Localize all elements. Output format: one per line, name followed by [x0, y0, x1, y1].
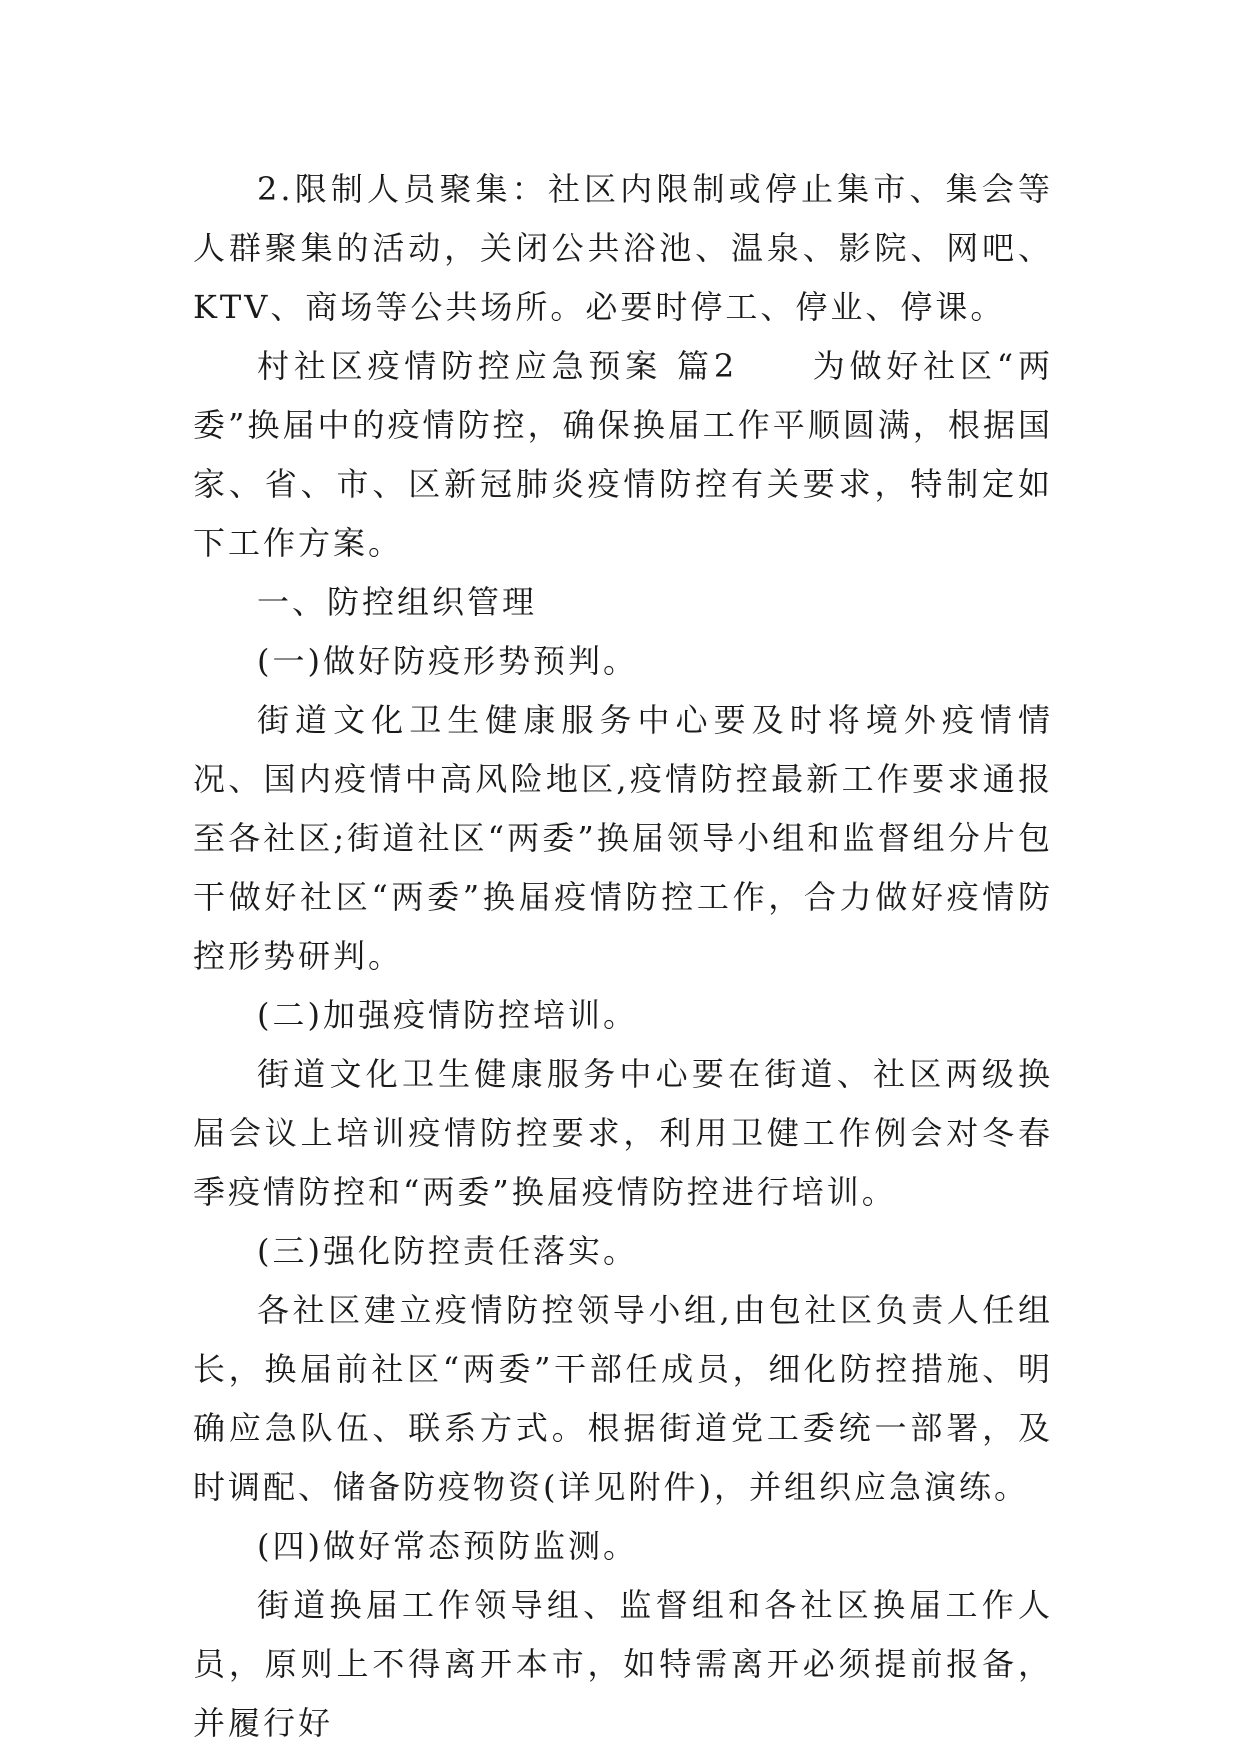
paragraph-2: 街道文化卫生健康服务中心要在街道、社区两级换届会议上培训疫情防控要求，利用卫健工作例会对冬春季疫情防控和“两委”换届疫情防控进行培训。	[193, 1055, 1053, 1211]
subheading-4: (四)做好常态预防监测。	[257, 1527, 638, 1565]
subheading-2: (二)加强疫情防控培训。	[257, 996, 638, 1034]
paragraph-3: 各社区建立疫情防控领导小组,由包社区负责人任组长，换届前社区“两委”干部任成员，细化防控措施、明确应急队伍、联系方式。根据街道党工委统一部署，及时调配、储备防疫物资(详见附件)，并组织应急演练。	[193, 1291, 1053, 1506]
subheading-1: (一)做好防疫形势预判。	[257, 642, 638, 680]
paragraph-4: 街道换届工作领导组、监督组和各社区换届工作人员，原则上不得离开本市，如特需离开必须提前报备，并履行好	[193, 1586, 1053, 1742]
document-body	[193, 160, 1053, 1753]
paragraph-restrict-gathering: 2.限制人员聚集：社区内限制或停止集市、集会等人群聚集的活动，关闭公共浴池、温泉、影院、网吧、KTV、商场等公共场所。必要时停工、停业、停课。	[193, 170, 1053, 326]
subheading-3: (三)强化防控责任落实。	[257, 1232, 638, 1270]
paragraph-plan-intro: 村社区疫情防控应急预案 篇2 为做好社区“两委”换届中的疫情防控，确保换届工作平顺圆满，根据国家、省、市、区新冠肺炎疫情防控有关要求，特制定如下工作方案。	[193, 347, 1053, 562]
paragraph-1: 街道文化卫生健康服务中心要及时将境外疫情情况、国内疫情中高风险地区,疫情防控最新工作要求通报至各社区;街道社区“两委”换届领导小组和监督组分片包干做好社区“两委”换届疫情防控工作，合力做好疫情防控形势研判。	[193, 701, 1053, 975]
section-heading-organization: 一、防控组织管理	[257, 583, 538, 621]
